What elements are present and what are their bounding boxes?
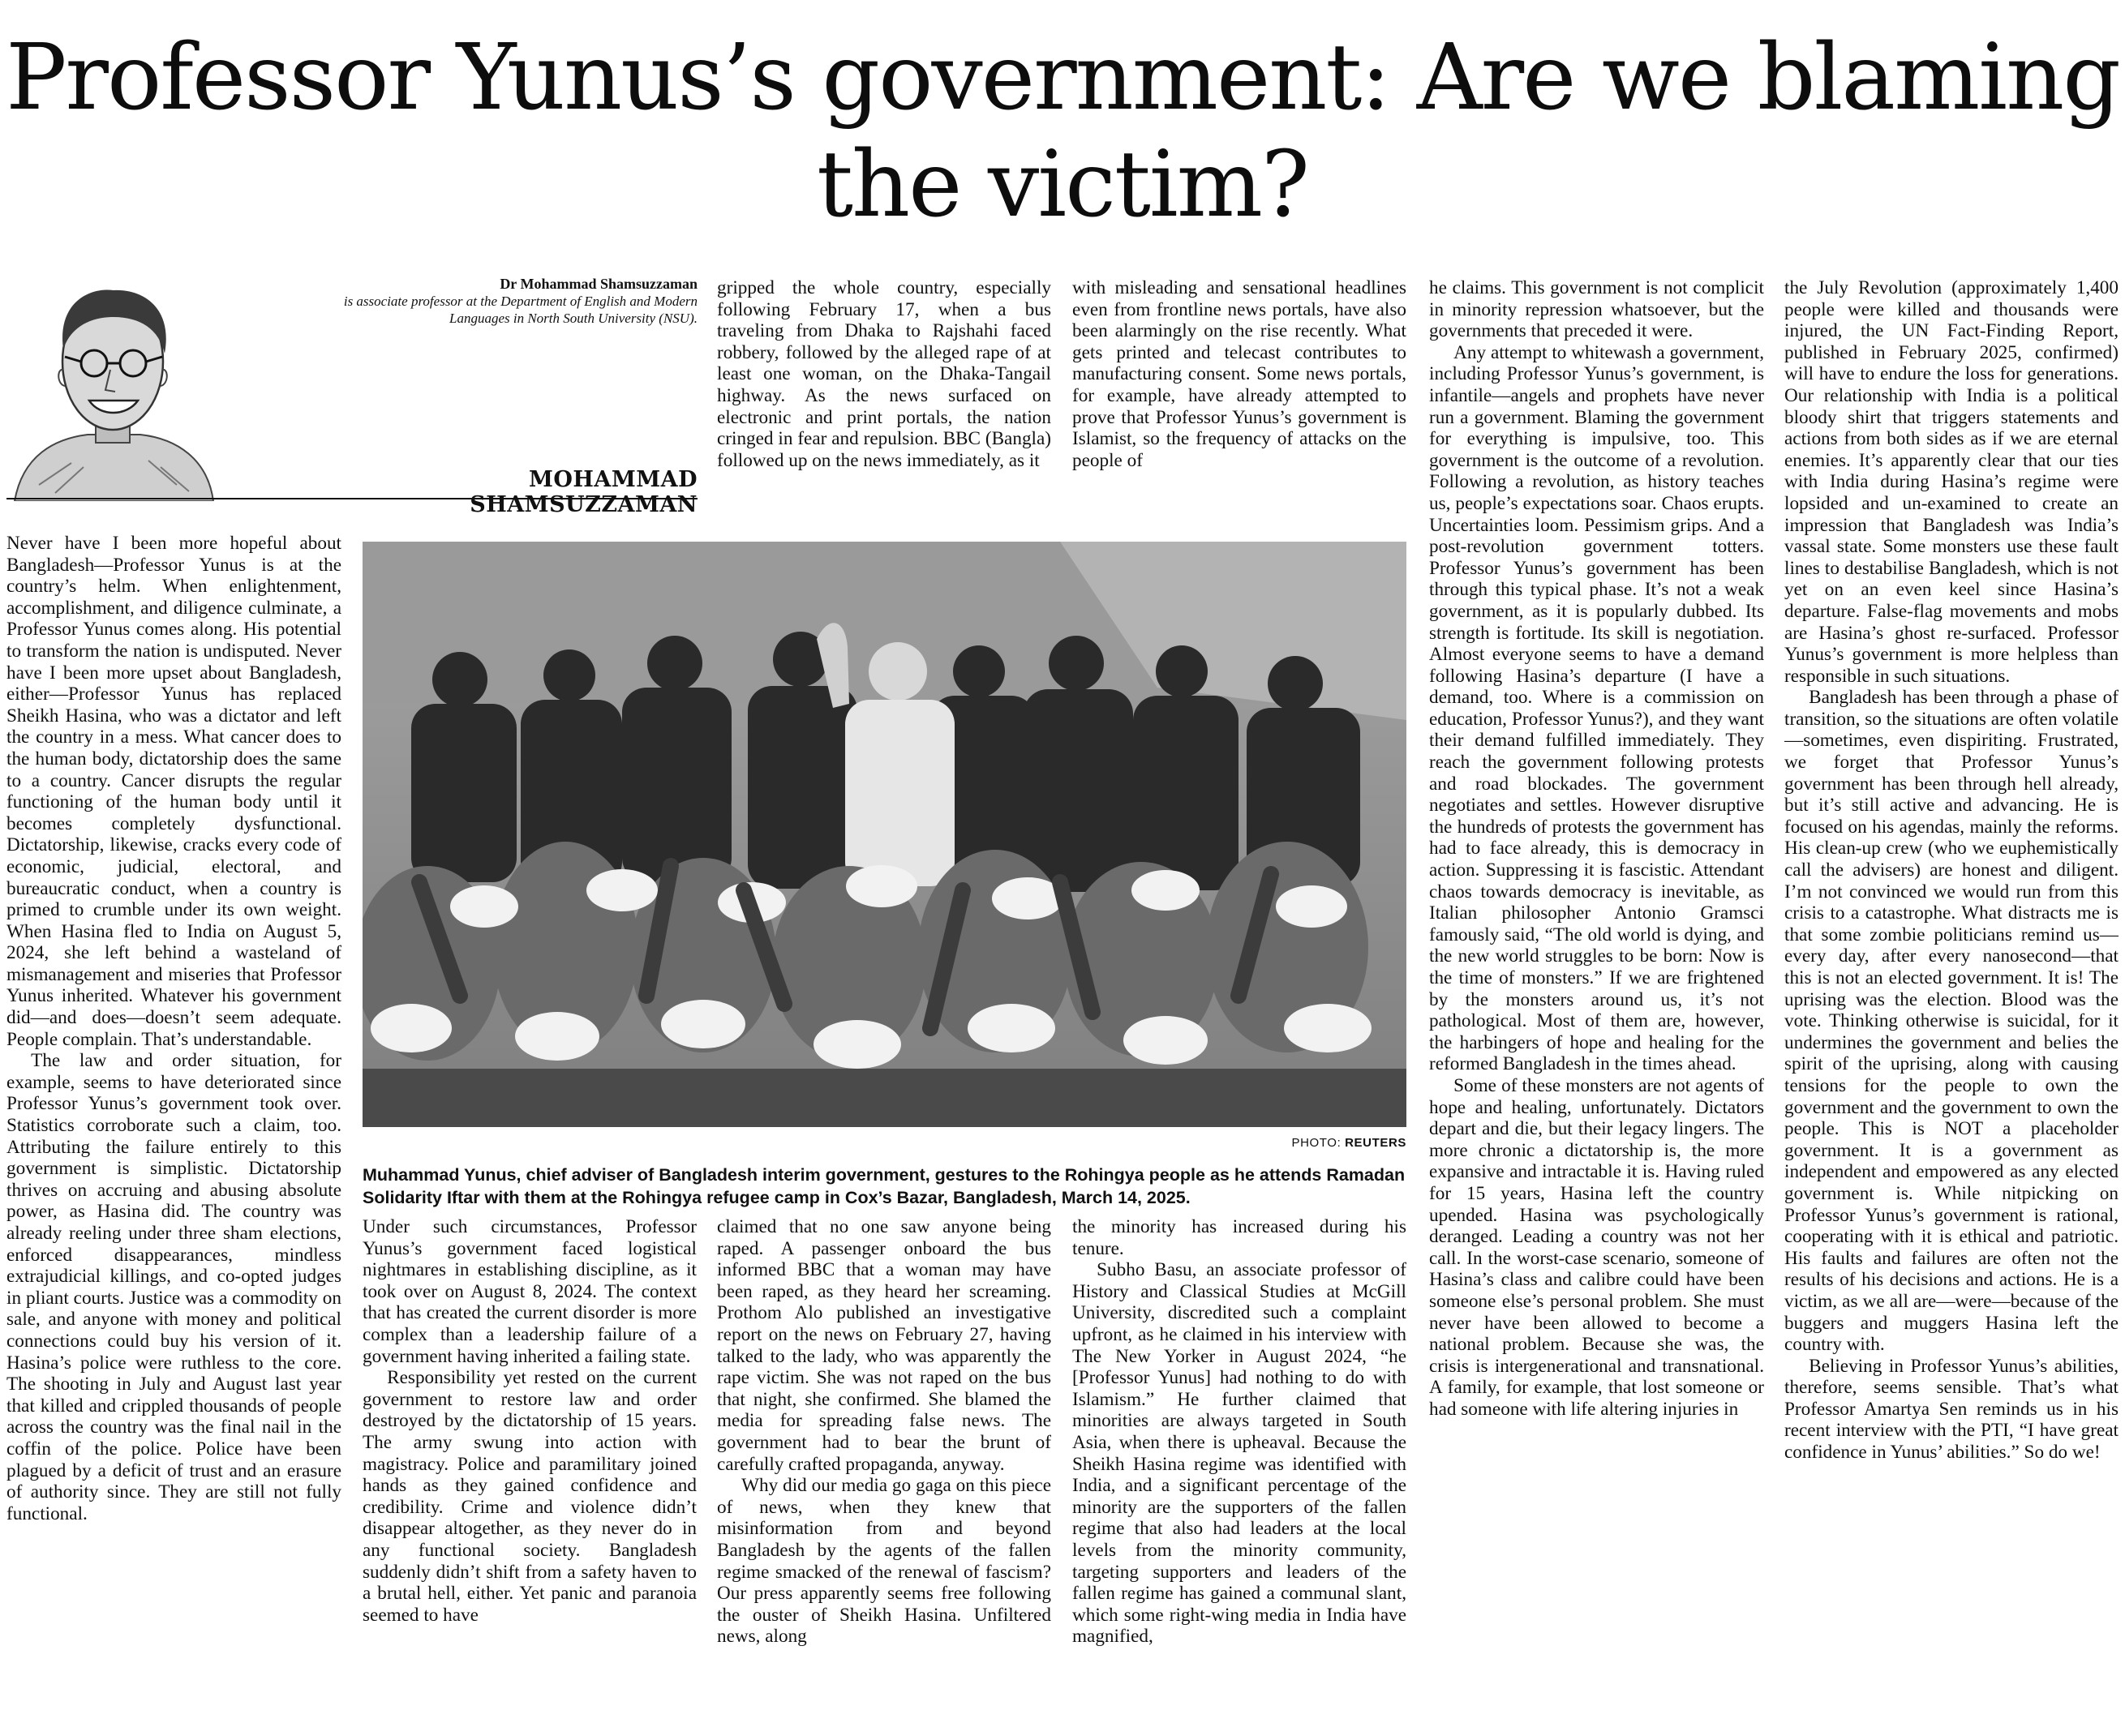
- paragraph: he claims. This government is not complicit in minority repression whatsoever, but the governments that preceded it were.: [1429, 277, 1764, 342]
- photo-caption: Muhammad Yunus, chief adviser of Bangladesh interim government, gestures to the Rohingya people as he attends Ramadan Solidarity Iftar with them at the Rohingya refugee camp in Cox’s Bazar, Bangladesh, March 14, 2025.: [363, 1165, 1406, 1207]
- paragraph: Responsibility yet rested on the current government to restore law and order destroyed by the dictatorship of 15 years. The army swung into action with magistracy. Police and paramilitary joined hands as they gained confidence and credibility. Crime and violence didn’t disappear altogether, as they never do in any functional society. Bangladesh suddenly didn’t shift from a safety haven to a brutal hell, either. Yet panic and paranoia seemed to have: [363, 1367, 697, 1626]
- paragraph: Why did our media go gaga on this piece of news, when they knew that misinformation from and beyond Bangladesh by the agents of the fallen regime smacked of the renewal of fascism? Our press apparently seems free following the ouster of Sheikh Hasina. Unfiltered news, along: [717, 1475, 1051, 1648]
- author-sketch-icon: [6, 272, 219, 501]
- column-3-bottom: [717, 1216, 1051, 1733]
- column-3-top: [1072, 277, 1406, 507]
- author-portrait: [6, 272, 219, 501]
- paragraph: the minority has increased during his tenure.: [1072, 1216, 1406, 1259]
- paragraph: Some of these monsters are not agents of hope and healing, unfortunately. Dictators depart and die, but their legacy lingers. The more chronic a dictatorship is, the more expansive and intractable it is. Having ruled for 15 years, Hasina left the country upended. Hasina was psychologically deranged. Leading a country was not her call. In the worst-case scenario, someone of Hasina’s class and calibre could have been someone else’s personal problem. She must never have been allowed to become a national problem. Because she was, the crisis is intergenerational and transnational. A family, for example, that lost someone or had someone with life altering injuries in: [1429, 1074, 1764, 1420]
- photo-credit-label: PHOTO:: [1291, 1136, 1342, 1150]
- author-bio: is associate professor at the Department of English and Modern Languages in North South University (NSU).: [343, 293, 698, 326]
- column-5: [1429, 277, 1764, 1733]
- author-block: [6, 272, 698, 517]
- column-6: [1784, 277, 2119, 1733]
- photo-credit-source: REUTERS: [1345, 1136, 1406, 1150]
- paragraph: gripped the whole country, especially following February 17, when a bus traveling from Dhaka to Rajshahi faced robbery, followed by the alleged rape of at least one woman, on the Dhaka-Tangail highway. As the news surfaced on electronic and print portals, the nation cringed in fear and repulsion. BBC (Bangla) followed up on the news immediately, as it: [717, 277, 1051, 471]
- crowd-photo-icon: [363, 542, 1406, 1127]
- photo-credit: [1292, 1136, 1407, 1150]
- news-photo: [363, 542, 1406, 1127]
- paragraph: Any attempt to whitewash a government, including Professor Yunus’s government, is infantile—angels and prophets have never run a government. Blaming the government for everything is impulsive, too. This government is the outcome of a revolution. Following a revolution, as history teaches us, people’s expectations soar. Chaos erupts. Uncertainties loom. Pessimism grips. And a post-revolution government totters. Professor Yunus’s government has been through this typical phase. It’s not a weak government, as it is popularly dubbed. Its strength is fortitude. Its skill is negotiation. Almost everyone seems to have a demand following Hasina’s departure (I have a demand, too. Where is a commission on education, Professor Yunus?), and they want their demand fulfilled immediately. They reach the government following protests and road blockades. The government negotiates and settles. However disruptive the hundreds of protests the government has had to face already, this is democracy in action. Suppressing it is fascistic. Attendant chaos towards democracy is inevitable, as Italian philosopher Antonio Gramsci famously said, “The old world is dying, and the new world struggles to be born: Now is the time of monsters.” If we are frightened by the monsters around us, it’s not pathological. Most of them are, however, the harbingers of hope and healing for the reformed Bangladesh in the times ahead.: [1429, 341, 1764, 1075]
- column-4-bottom: [1072, 1216, 1406, 1733]
- column-1: [6, 533, 341, 1733]
- column-2-bottom: [363, 1216, 697, 1733]
- paragraph: The law and order situation, for example, seems to have deteriorated since Professor Yunus’s government took over. Statistics corroborate such a claim, too. Attributing the failure entirely to this government is simplistic. Dictatorship thrives on accruing and abusing absolute power, as Hasina did. The country was already reeling under three sham elections, enforced disappearances, mindless extrajudicial killings, and co-opted judges in pliant courts. Justice was a commodity on sale, and anyone with money and political connections could buy his version of it. Hasina’s police were ruthless to the core. The shooting in July and August last year that killed and crippled thousands of people across the country was the final nail in the coffin of the police. Police have been plagued by a deficit of trust and an erasure of authority since. They are still not fully functional.: [6, 1050, 341, 1524]
- paragraph: Bangladesh has been through a phase of transition, so the situations are often volatile—sometimes, even dispiriting. Frustrated, we forget that Professor Yunus’s government has been through hell already, but it’s still active and advancing. He is focused on his agendas, mainly the reforms. His clean-up crew (who we euphemistically call the advisers) are honest and diligent. I’m not convinced we would run from this crisis to a catastrophe. What distracts me is that some zombie politicians remind us—every day, after every nanosecond—that this is not an elected government. It is! The uprising was the election. Blood was the vote. Thinking otherwise is suicidal, for it undermines the government and belies the spirit of the uprising, along with causing tensions for the people to own the government and the government to own the people. This is NOT a placeholder government. It is a government as independent and empowered as any elected government is. While nitpicking on Professor Yunus’s government is rational, cooperating with it is ethical and patriotic. His faults and failures are often not the results of his decisions and actions. He is a victim, as we all are—were—because of the buggers and muggers Hasina left the country with.: [1784, 687, 2119, 1356]
- headline: Professor Yunus’s government: Are we blaming the victim?: [6, 25, 2119, 238]
- author-credit: [341, 276, 698, 327]
- paragraph: Under such circumstances, Professor Yunus’s government faced logistical nightmares in establishing discipline, as it took over on August 8, 2024. The context that has created the current disorder is more complex than a leadership failure of a government having inherited a failing state.: [363, 1216, 697, 1367]
- byline-rule: [6, 498, 698, 499]
- paragraph: Subho Basu, an associate professor of History and Classical Studies at McGill University, discredited such a complaint upfront, as he claimed in his interview with The New Yorker in August 2024, “he [Professor Yunus] had nothing to do with Islamism.” He further claimed that minorities are always targeted in South Asia, when there is upheaval. Because the Sheikh Hasina regime was identified with India, and a significant percentage of the minority are the supporters of the fallen regime that also had leaders at the local levels from the minority community, targeting supporters and leaders of the fallen regime has gained a communal slant, which some right-wing media in India have magnified,: [1072, 1259, 1406, 1648]
- paragraph: claimed that no one saw anyone being raped. A passenger onboard the bus informed BBC that a woman may have been raped, as they heard her screaming. Prothom Alo published an investigative report on the news on February 27, having talked to the lady, who was apparently the rape victim. She was not raped on the bus that night, she confirmed. She blamed the media for spreading false news. The government had to bear the brunt of carefully crafted propaganda, anyway.: [717, 1216, 1051, 1475]
- paragraph: with misleading and sensational headlines even from frontline news portals, have also been alarmingly on the rise recently. What gets printed and telecast contributes to manufacturing consent. Some news portals, for example, have already attempted to prove that Professor Yunus’s government is Islamist, so the frequency of attacks on the people of: [1072, 277, 1406, 471]
- column-2-top: [717, 277, 1051, 507]
- paragraph: Never have I been more hopeful about Bangladesh—Professor Yunus is at the country’s helm. When enlightenment, accomplishment, and diligence culminate, a Professor Yunus comes along. His potential to transform the nation is undisputed. Never have I been more upset about Bangladesh, either—Professor Yunus has replaced Sheikh Hasina, who was a dictator and left the country in a mess. What cancer does to the human body, dictatorship does the same to a country. Cancer disrupts the regular functioning of the human body until it becomes completely dysfunctional. Dictatorship, likewise, cracks every code of economic, judicial, electoral, and bureaucratic conduct, when a country is primed to crumble under its own weight. When Hasina fled to India on August 5, 2024, she left behind a wasteland of mismanagement and miseries that Professor Yunus inherited. Whatever his government did—and does—doesn’t seem adequate. People complain. That’s understandable.: [6, 533, 341, 1050]
- byline: MOHAMMAD SHAMSUZZAMAN: [470, 467, 698, 517]
- author-name: Dr Mohammad Shamsuzzaman: [500, 276, 698, 292]
- paragraph: Believing in Professor Yunus’s abilities, therefore, seems sensible. That’s what Professor Amartya Sen reminds us in his recent interview with the PTI, “I have great confidence in Yunus’ abilities.” So do we!: [1784, 1355, 2119, 1464]
- paragraph: the July Revolution (approximately 1,400 people were killed and thousands were injured, the UN Fact-Finding Report, published in February 2025, confirmed) will have to endure the loss for generations. Our relationship with India is a political bloody shirt that triggers statements and actions from both sides as if we are eternal enemies. It’s apparently clear that our ties with India during Hasina’s regime were lopsided and un-examined to create an impression that Bangladesh was India’s vassal state. Some monsters use these fault lines to destabilise Bangladesh, which is not yet on an even keel since Hasina’s departure. False-flag movements and mobs are Hasina’s ghost re-surfaced. Professor Yunus’s government is more helpless than responsible in such situations.: [1784, 277, 2119, 687]
